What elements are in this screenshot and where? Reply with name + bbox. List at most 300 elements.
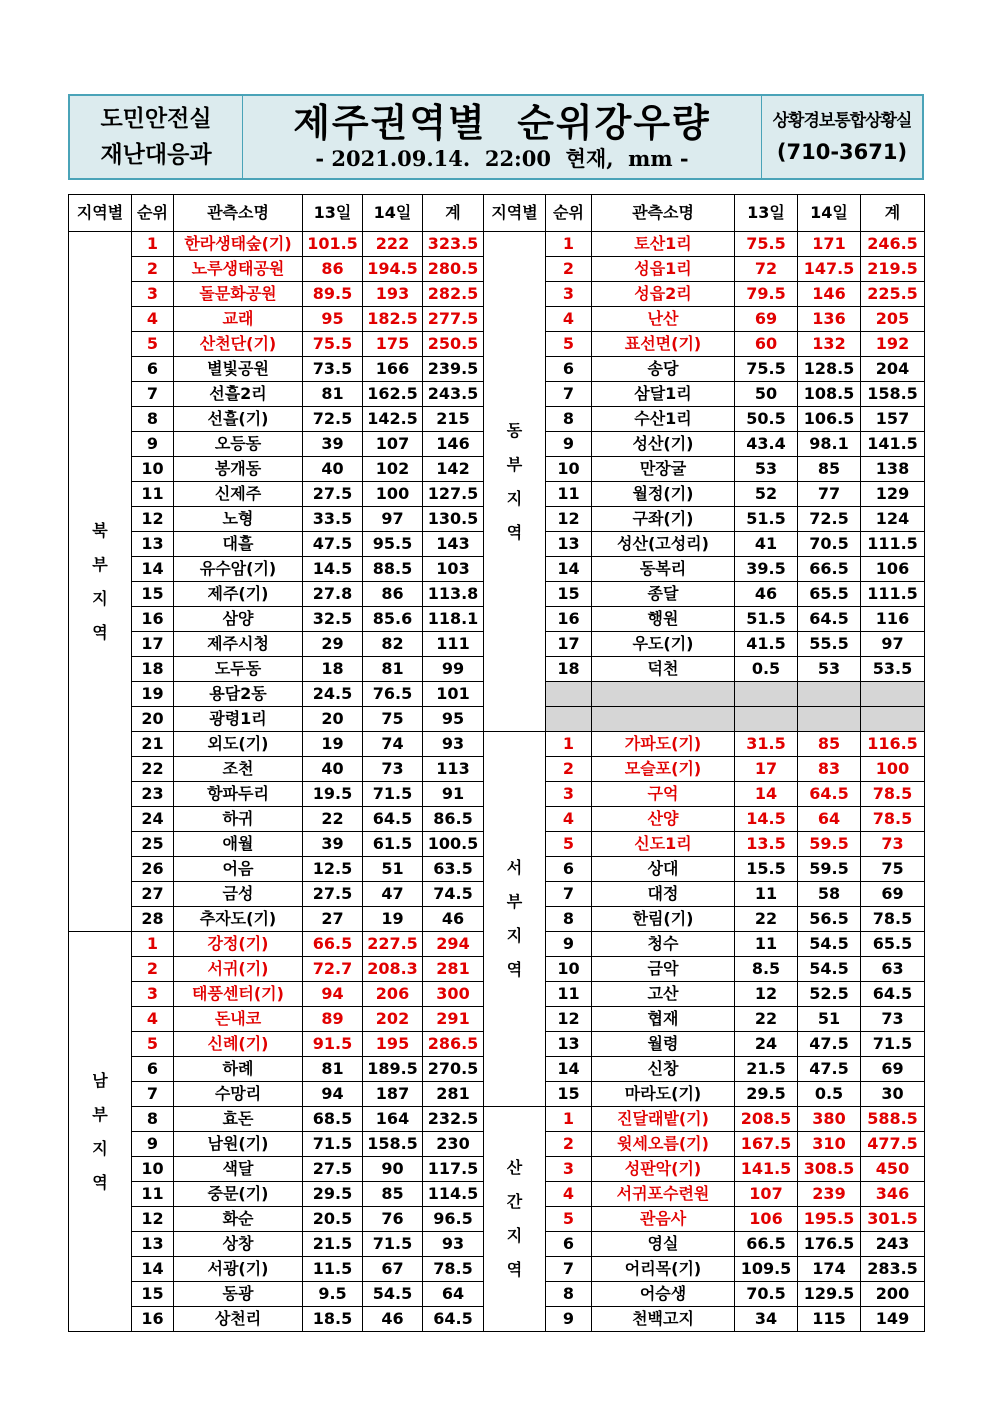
rank-cell: 8: [546, 907, 592, 932]
rain-day13: 27.8: [303, 582, 363, 607]
station-name: 금악: [592, 957, 735, 982]
rank-cell: 15: [546, 582, 592, 607]
station-name: 효돈: [174, 1107, 303, 1132]
rank-cell: 5: [546, 1207, 592, 1232]
table-row: [69, 1182, 484, 1207]
station-name: 돈내코: [174, 1007, 303, 1032]
rank-cell: 14: [132, 1257, 174, 1282]
table-row: [69, 332, 484, 357]
table-row: [69, 1157, 484, 1182]
station-name: 유수암(기): [174, 557, 303, 582]
rain-day13: 11: [735, 932, 798, 957]
station-name: 협재: [592, 1007, 735, 1032]
rain-total: 73: [861, 832, 925, 857]
region-label: [484, 1107, 546, 1332]
rain-day14: 227.5: [363, 932, 423, 957]
col-day14: 14일: [363, 195, 423, 232]
table-row: [69, 632, 484, 657]
station-name: 대정: [592, 882, 735, 907]
rain-day13: 141.5: [735, 1157, 798, 1182]
rank-cell: 3: [132, 282, 174, 307]
table-row: [69, 232, 484, 257]
rank-cell: 15: [132, 1282, 174, 1307]
rain-total: 118.1: [423, 607, 484, 632]
table-row: [484, 307, 925, 332]
station-name: 조천: [174, 757, 303, 782]
table-row: [69, 1132, 484, 1157]
rain-day14: 82: [363, 632, 423, 657]
rank-cell: 14: [132, 557, 174, 582]
table-row: [69, 1107, 484, 1132]
rain-day14: 76.5: [363, 682, 423, 707]
rain-day14: 85: [798, 457, 861, 482]
rain-day14: 132: [798, 332, 861, 357]
rank-cell: 12: [132, 507, 174, 532]
rank-cell: 7: [546, 882, 592, 907]
rain-total: 230: [423, 1132, 484, 1157]
col-day13: 13일: [735, 195, 798, 232]
rain-day14: 136: [798, 307, 861, 332]
table-row: [484, 1207, 925, 1232]
rank-cell: 23: [132, 782, 174, 807]
rain-day14: 146: [798, 282, 861, 307]
table-row: [69, 1257, 484, 1282]
rain-day13: 86: [303, 257, 363, 282]
station-name: 만장굴: [592, 457, 735, 482]
table-row: [69, 1057, 484, 1082]
rain-total: 246.5: [861, 232, 925, 257]
blank-cell: [592, 707, 735, 732]
rain-total: 281: [423, 1082, 484, 1107]
rain-day14: 73: [363, 757, 423, 782]
rain-day14: 46: [363, 1307, 423, 1332]
table-row: [484, 807, 925, 832]
station-name: 난산: [592, 307, 735, 332]
rank-cell: 1: [132, 932, 174, 957]
rank-cell: 8: [132, 1107, 174, 1132]
rain-day13: 50: [735, 382, 798, 407]
rain-total: 143: [423, 532, 484, 557]
rain-day13: 66.5: [735, 1232, 798, 1257]
station-name: 동광: [174, 1282, 303, 1307]
rank-cell: 25: [132, 832, 174, 857]
station-name: 표선면(기): [592, 332, 735, 357]
rain-day13: 40: [303, 757, 363, 782]
rain-day13: 71.5: [303, 1132, 363, 1157]
station-name: 마라도(기): [592, 1082, 735, 1107]
rain-day13: 91.5: [303, 1032, 363, 1057]
station-name: 용담2동: [174, 682, 303, 707]
table-row: [69, 807, 484, 832]
region-char: 지: [92, 1138, 108, 1158]
table-row: [484, 582, 925, 607]
rank-cell: 7: [132, 382, 174, 407]
station-name: 덕천: [592, 657, 735, 682]
rank-cell: 17: [546, 632, 592, 657]
rain-total: 69: [861, 882, 925, 907]
rain-total: 129: [861, 482, 925, 507]
rain-day14: 176.5: [798, 1232, 861, 1257]
station-name: 색달: [174, 1157, 303, 1182]
table-row: [484, 382, 925, 407]
rain-day13: 72.7: [303, 957, 363, 982]
table-row: [69, 557, 484, 582]
rain-total: 477.5: [861, 1132, 925, 1157]
report-header: [68, 94, 924, 180]
rain-total: 106: [861, 557, 925, 582]
rain-day13: 72.5: [303, 407, 363, 432]
report-title: 제주권역별 순위강우량: [293, 101, 711, 145]
blank-row: [484, 707, 925, 732]
rain-day14: 208.3: [363, 957, 423, 982]
rain-day13: 51.5: [735, 607, 798, 632]
department-line1: 도민안전실: [100, 106, 212, 132]
rain-day14: 52.5: [798, 982, 861, 1007]
rain-total: 78.5: [861, 782, 925, 807]
table-row: [69, 982, 484, 1007]
station-name: 한림(기): [592, 907, 735, 932]
table-row: [69, 432, 484, 457]
rain-day13: 75.5: [735, 357, 798, 382]
rain-total: 225.5: [861, 282, 925, 307]
blank-cell: [546, 682, 592, 707]
rain-total: 117.5: [423, 1157, 484, 1182]
rain-day13: 29.5: [303, 1182, 363, 1207]
rank-cell: 10: [546, 957, 592, 982]
rain-total: 111.5: [861, 582, 925, 607]
rain-day14: 158.5: [363, 1132, 423, 1157]
station-name: 진달래밭(기): [592, 1107, 735, 1132]
blank-cell: [546, 707, 592, 732]
station-name: 신제주: [174, 482, 303, 507]
table-row: [69, 507, 484, 532]
rain-day14: 55.5: [798, 632, 861, 657]
rank-cell: 21: [132, 732, 174, 757]
station-name: 신례(기): [174, 1032, 303, 1057]
rain-day14: 95.5: [363, 532, 423, 557]
table-row: [69, 257, 484, 282]
rank-cell: 3: [546, 1157, 592, 1182]
rank-cell: 12: [546, 507, 592, 532]
rain-day13: 14.5: [735, 807, 798, 832]
rain-day13: 53: [735, 457, 798, 482]
rain-total: 588.5: [861, 1107, 925, 1132]
station-name: 하귀: [174, 807, 303, 832]
station-name: 봉개동: [174, 457, 303, 482]
station-name: 상대: [592, 857, 735, 882]
table-row: [484, 1082, 925, 1107]
rain-day13: 89: [303, 1007, 363, 1032]
rank-cell: 9: [546, 932, 592, 957]
rain-day14: 194.5: [363, 257, 423, 282]
station-name: 청수: [592, 932, 735, 957]
table-row: [69, 382, 484, 407]
station-name: 성읍1리: [592, 257, 735, 282]
rain-day14: 193: [363, 282, 423, 307]
region-char: 역: [92, 1172, 108, 1192]
rain-day14: 83: [798, 757, 861, 782]
table-row: [69, 882, 484, 907]
table-row: [484, 982, 925, 1007]
station-name: 송당: [592, 357, 735, 382]
rain-total: 93: [423, 1232, 484, 1257]
rank-cell: 16: [546, 607, 592, 632]
rain-day14: 88.5: [363, 557, 423, 582]
rain-total: 232.5: [423, 1107, 484, 1132]
rain-day14: 97: [363, 507, 423, 532]
rain-day13: 18.5: [303, 1307, 363, 1332]
rain-total: 157: [861, 407, 925, 432]
rain-day13: 24: [735, 1032, 798, 1057]
rain-day14: 67: [363, 1257, 423, 1282]
rain-day13: 68.5: [303, 1107, 363, 1132]
rank-cell: 1: [546, 1107, 592, 1132]
rain-total: 323.5: [423, 232, 484, 257]
rank-cell: 7: [546, 382, 592, 407]
table-row: [484, 1007, 925, 1032]
station-name: 금성: [174, 882, 303, 907]
rain-total: 300: [423, 982, 484, 1007]
rain-day14: 0.5: [798, 1082, 861, 1107]
rank-cell: 28: [132, 907, 174, 932]
region-char: 역: [506, 960, 523, 979]
station-name: 화순: [174, 1207, 303, 1232]
station-name: 노형: [174, 507, 303, 532]
rain-total: 149: [861, 1307, 925, 1332]
rain-day13: 94: [303, 982, 363, 1007]
rain-day14: 85: [363, 1182, 423, 1207]
blank-cell: [861, 707, 925, 732]
rain-total: 158.5: [861, 382, 925, 407]
rain-total: 75: [861, 857, 925, 882]
table-row: [484, 882, 925, 907]
rain-total: 63: [861, 957, 925, 982]
station-name: 외도(기): [174, 732, 303, 757]
station-name: 신도1리: [592, 832, 735, 857]
rain-total: 111: [423, 632, 484, 657]
station-name: 구좌(기): [592, 507, 735, 532]
rain-day14: 142.5: [363, 407, 423, 432]
rain-total: 146: [423, 432, 484, 457]
region-char: 북: [92, 520, 108, 540]
station-name: 서귀(기): [174, 957, 303, 982]
rain-total: 291: [423, 1007, 484, 1032]
rain-total: 192: [861, 332, 925, 357]
table-row: [484, 1032, 925, 1057]
station-name: 모슬포(기): [592, 757, 735, 782]
table-row: [484, 1057, 925, 1082]
station-name: 윗세오름(기): [592, 1132, 735, 1157]
rank-cell: 5: [132, 1032, 174, 1057]
rank-cell: 13: [132, 532, 174, 557]
rain-day13: 27.5: [303, 482, 363, 507]
table-row: [484, 657, 925, 682]
rank-cell: 5: [546, 332, 592, 357]
station-name: 오등동: [174, 432, 303, 457]
table-row: [69, 707, 484, 732]
rain-day14: 47: [363, 882, 423, 907]
rain-day13: 89.5: [303, 282, 363, 307]
rain-day13: 33.5: [303, 507, 363, 532]
rank-cell: 8: [546, 407, 592, 432]
rank-cell: 19: [132, 682, 174, 707]
rank-cell: 10: [546, 457, 592, 482]
rain-total: 64: [423, 1282, 484, 1307]
rain-day13: 39.5: [735, 557, 798, 582]
table-row: [484, 607, 925, 632]
table-row: [69, 1282, 484, 1307]
rain-day14: 128.5: [798, 357, 861, 382]
rain-day13: 32.5: [303, 607, 363, 632]
rain-day14: 147.5: [798, 257, 861, 282]
rain-day13: 167.5: [735, 1132, 798, 1157]
rain-day13: 9.5: [303, 1282, 363, 1307]
station-name: 산천단(기): [174, 332, 303, 357]
rain-day13: 14: [735, 782, 798, 807]
rain-day13: 22: [735, 1007, 798, 1032]
station-name: 돌문화공원: [174, 282, 303, 307]
station-name: 우도(기): [592, 632, 735, 657]
rank-cell: 22: [132, 757, 174, 782]
rain-day14: 64.5: [798, 782, 861, 807]
rain-day13: 27.5: [303, 1157, 363, 1182]
rain-day13: 34: [735, 1307, 798, 1332]
blank-row: [484, 682, 925, 707]
table-row: [69, 782, 484, 807]
rain-day13: 20.5: [303, 1207, 363, 1232]
rain-total: 250.5: [423, 332, 484, 357]
department-block: [70, 96, 243, 178]
rank-cell: 6: [546, 357, 592, 382]
col-region: 지역별: [484, 195, 546, 232]
rain-total: 124: [861, 507, 925, 532]
rank-cell: 2: [132, 257, 174, 282]
station-name: 추자도(기): [174, 907, 303, 932]
rain-day14: 53: [798, 657, 861, 682]
rank-cell: 1: [546, 732, 592, 757]
rain-day13: 13.5: [735, 832, 798, 857]
table-row: [69, 832, 484, 857]
station-name: 선흘2리: [174, 382, 303, 407]
rain-day14: 70.5: [798, 532, 861, 557]
col-rank: 순위: [132, 195, 174, 232]
table-row: [484, 407, 925, 432]
rank-cell: 2: [546, 1132, 592, 1157]
rain-day14: 72.5: [798, 507, 861, 532]
rain-total: 103: [423, 557, 484, 582]
rain-total: 64.5: [423, 1307, 484, 1332]
rain-day14: 71.5: [363, 1232, 423, 1257]
rain-day14: 222: [363, 232, 423, 257]
rain-day14: 195: [363, 1032, 423, 1057]
region-char: 지: [506, 1226, 523, 1245]
rank-cell: 11: [132, 1182, 174, 1207]
rain-day14: 310: [798, 1132, 861, 1157]
table-row: [484, 457, 925, 482]
region-char: 지: [506, 926, 523, 945]
rain-day14: 64: [798, 807, 861, 832]
rank-cell: 27: [132, 882, 174, 907]
region-label: [484, 732, 546, 1107]
rain-day13: 43.4: [735, 432, 798, 457]
rank-cell: 24: [132, 807, 174, 832]
rank-cell: 6: [546, 1232, 592, 1257]
region-char: 역: [506, 1260, 523, 1279]
station-name: 중문(기): [174, 1182, 303, 1207]
rain-day14: 77: [798, 482, 861, 507]
table-row: [69, 857, 484, 882]
station-name: 노루생태공원: [174, 257, 303, 282]
rain-total: 65.5: [861, 932, 925, 957]
table-row: [69, 407, 484, 432]
region-char: 역: [92, 622, 108, 642]
rain-total: 30: [861, 1082, 925, 1107]
region-char: 지: [506, 488, 523, 508]
rain-day14: 308.5: [798, 1157, 861, 1182]
rain-total: 73: [861, 1007, 925, 1032]
table-row: [69, 607, 484, 632]
rank-cell: 18: [132, 657, 174, 682]
table-row: [484, 1232, 925, 1257]
rank-cell: 3: [546, 782, 592, 807]
region-char: 서: [506, 858, 523, 877]
rain-day14: 56.5: [798, 907, 861, 932]
rain-day13: 46: [735, 582, 798, 607]
table-row: [484, 432, 925, 457]
rain-day13: 19.5: [303, 782, 363, 807]
rain-day13: 15.5: [735, 857, 798, 882]
rain-total: 450: [861, 1157, 925, 1182]
rank-cell: 9: [546, 1307, 592, 1332]
rain-day14: 108.5: [798, 382, 861, 407]
rank-cell: 15: [546, 1082, 592, 1107]
table-row: [69, 1207, 484, 1232]
table-row: [484, 532, 925, 557]
rain-total: 138: [861, 457, 925, 482]
table-row: [69, 1032, 484, 1057]
rain-day14: 64.5: [798, 607, 861, 632]
table-row: [484, 482, 925, 507]
station-name: 성읍2리: [592, 282, 735, 307]
rain-total: 280.5: [423, 257, 484, 282]
region-char: 부: [92, 554, 108, 574]
rank-cell: 9: [132, 432, 174, 457]
rain-day13: 18: [303, 657, 363, 682]
rain-day14: 61.5: [363, 832, 423, 857]
rank-cell: 6: [132, 1057, 174, 1082]
rank-cell: 20: [132, 707, 174, 732]
station-name: 별빛공원: [174, 357, 303, 382]
table-row: [484, 857, 925, 882]
station-name: 성산(고성리): [592, 532, 735, 557]
rain-total: 99: [423, 657, 484, 682]
station-name: 삼양: [174, 607, 303, 632]
table-row: [484, 757, 925, 782]
table-header-row: [69, 195, 484, 232]
rain-day13: 94: [303, 1082, 363, 1107]
rain-total: 239.5: [423, 357, 484, 382]
rain-day13: 22: [735, 907, 798, 932]
rain-day14: 54.5: [798, 932, 861, 957]
rain-total: 78.5: [861, 807, 925, 832]
rain-day13: 75.5: [735, 232, 798, 257]
rain-day14: 100: [363, 482, 423, 507]
rain-total: 95: [423, 707, 484, 732]
rain-day13: 51.5: [735, 507, 798, 532]
rain-total: 74.5: [423, 882, 484, 907]
table-row: [69, 657, 484, 682]
rain-day13: 101.5: [303, 232, 363, 257]
